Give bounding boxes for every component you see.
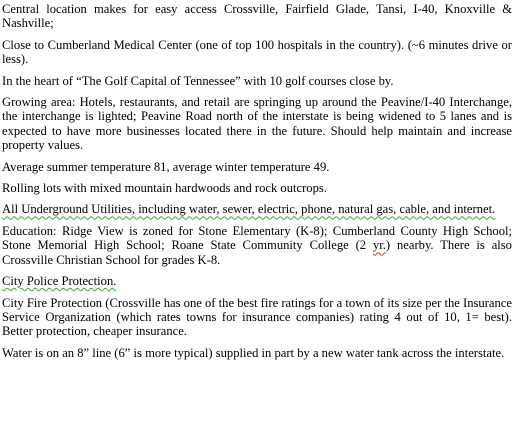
education-abbrev-yr: yr. [372,238,386,253]
paragraph-education [2,224,512,267]
paragraph-location: Central location makes for easy access Crossville, Fairfield Glade, Tansi, I-40, Knoxville & Nashville; [2,2,512,31]
paragraph-fire: City Fire Protection (Crossville has one of the best fire ratings for a town of its size per the Insurance Service Organization (which rates towns for insurance companies) rating 4 out of 10, 1= best). Better protection, cheaper insurance. [2,295,512,339]
paragraph-utilities: All Underground Utilities, including water, sewer, electric, phone, natural gas, cable, and internet. [2,202,496,217]
education-text-end: ) nearby. There is also Crossville Christian School for grades K-8. [2,238,512,267]
education-text-start: Education: Ridge View is zoned for Stone Elementary (K-8); Cumberland County High School; Stone Memorial High School; Roane State Community College (2 [2,223,512,253]
document-body [2,2,512,367]
paragraph-police: City Police Protection. [2,274,117,289]
paragraph-medical-center: Close to Cumberland Medical Center (one of top 100 hospitals in the country). (~6 minutes drive or less). [2,37,512,67]
paragraph-growing-area: Growing area: Hotels, restaurants, and retail are springing up around the Peavine/I-40 Interchange, the interchange is lighted; Peavine Road north of the interstate is being widened to 5 lanes and is expected to have more businesses located there in the future. Should help maintain and increase property values. [2,95,512,153]
paragraph-temperature: Average summer temperature 81, average winter temperature 49. [2,159,330,174]
paragraph-golf: In the heart of “The Golf Capital of Tennessee” with 10 golf courses close by. [2,73,394,88]
paragraph-lots: Rolling lots with mixed mountain hardwoods and rock outcrops. [2,181,327,196]
paragraph-water: Water is on an 8” line (6” is more typical) supplied in part by a new water tank across the interstate. [2,345,505,360]
